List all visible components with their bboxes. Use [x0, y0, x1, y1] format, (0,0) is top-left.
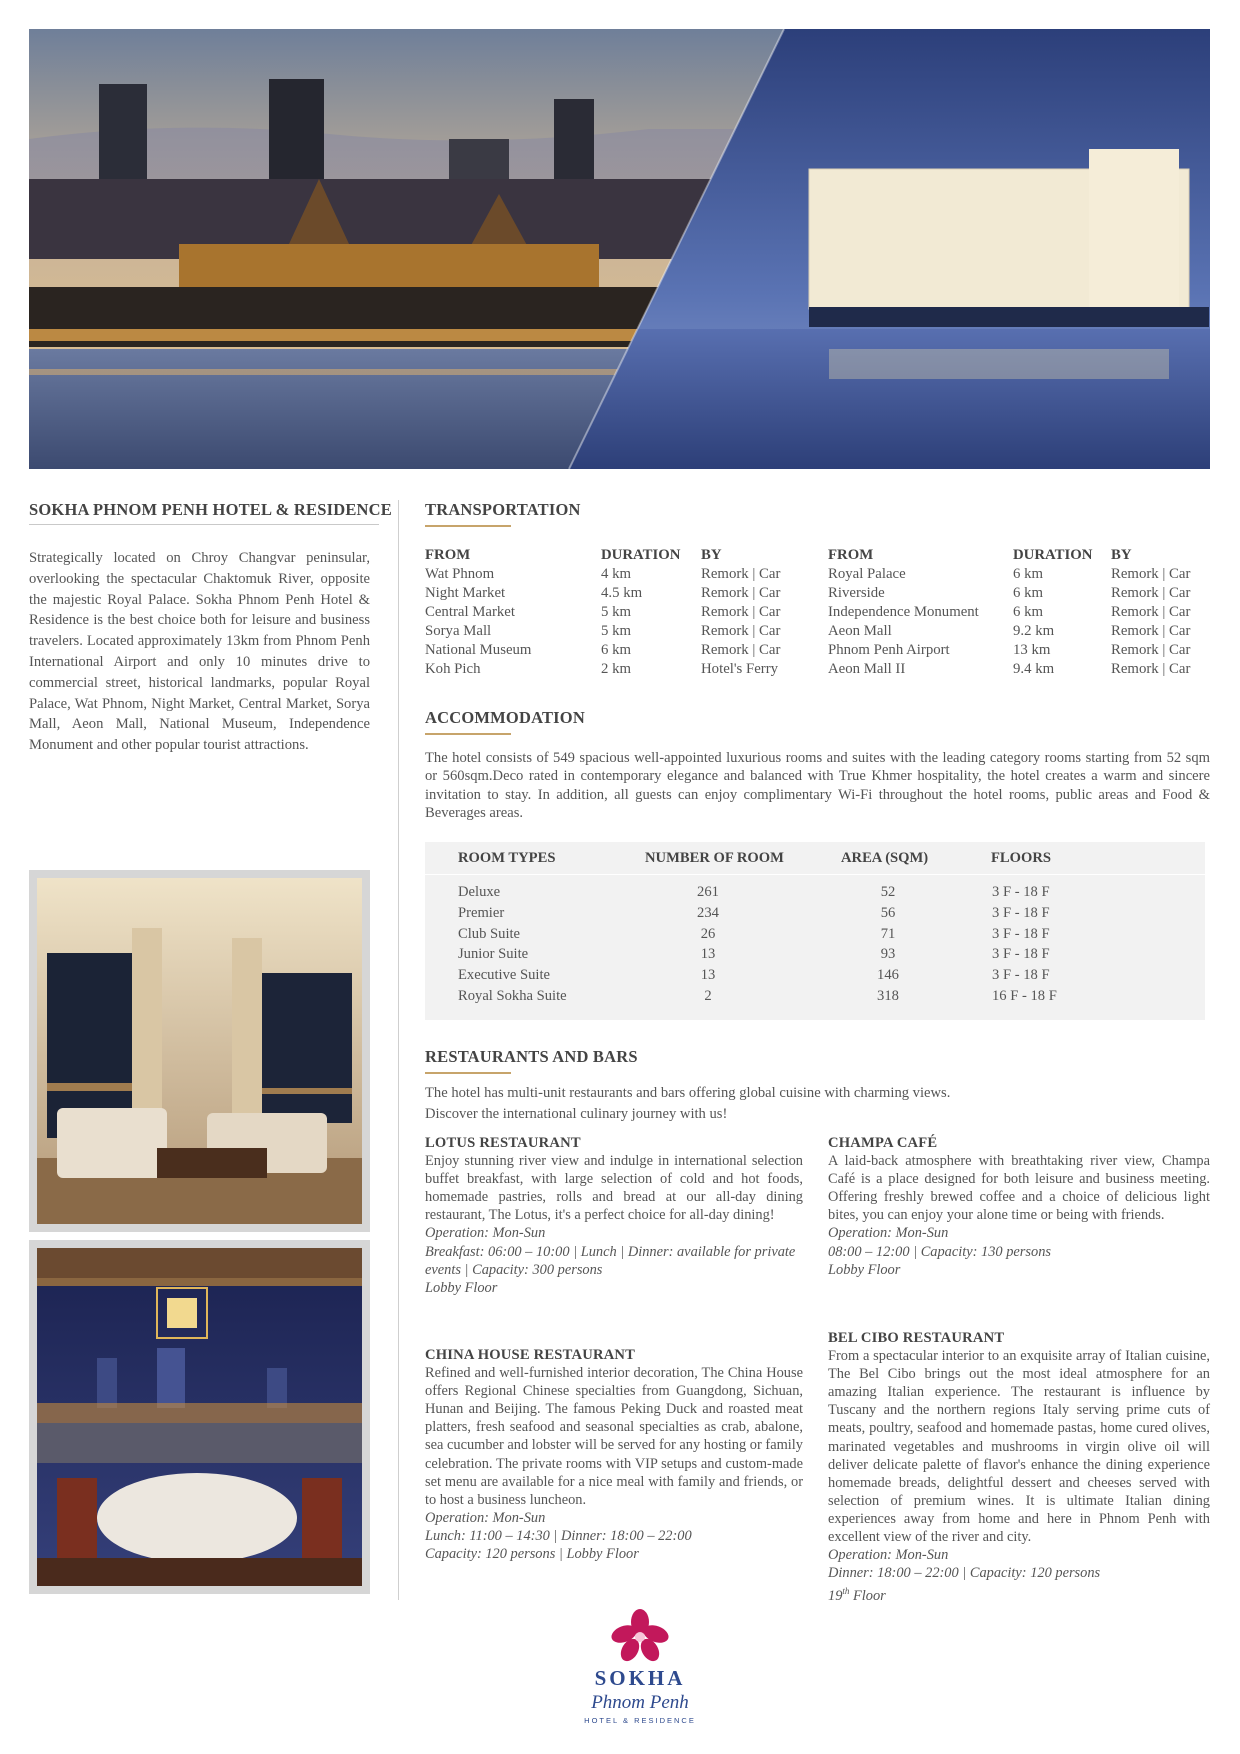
transport-row	[828, 565, 1210, 584]
restaurant-name: LOTUS RESTAURANT	[425, 1135, 581, 1151]
restaurant-description: Refined and well-furnished interior decoration, The China House offers Regional Chinese specialties from Guangdong, Sichuan, Hunan and Beijing. The famous Peking Duck and roasted meat platters, fresh seafood and seasonal specialties as crab, abalone, sea cucumber and lobster will be served for any hosting or family celebration. The private rooms with VIP setups and custom-made set menu are available for a nice meal with family and friends, or to host a business luncheon.	[425, 1365, 803, 1508]
transport-from: Phnom Penh Airport	[828, 642, 950, 658]
room-floors: 3 F - 18 F	[992, 925, 1050, 942]
transport-row	[425, 603, 805, 622]
room-count: 13	[700, 946, 716, 963]
restaurant-name: CHAMPA CAFÉ	[828, 1135, 938, 1151]
restaurant-operation: Operation: Mon-Sun	[828, 1225, 949, 1242]
header-from: FROM	[828, 547, 874, 563]
header-by: BY	[701, 547, 722, 563]
restaurant-description: A laid-back atmosphere with breathtaking river view, Champa Café is a place designed for both leisure and business meeting. Offering freshly brewed coffee and a choice of delicious light bites, you can enjoy your alone time or being with friends.	[828, 1153, 1210, 1224]
transport-from: Central Market	[425, 604, 515, 620]
transport-row	[828, 584, 1210, 603]
restaurants-intro-line2: Discover the international culinary journey with us!	[425, 1105, 728, 1122]
room-floors: 16 F - 18 F	[992, 987, 1057, 1004]
logo-script: Phnom Penh	[591, 1692, 689, 1713]
transportation-underline	[425, 525, 511, 527]
transport-from: Riverside	[828, 585, 885, 601]
room-area: 71	[880, 925, 896, 942]
hero-photo	[29, 29, 1210, 469]
transport-duration: 13 km	[1013, 642, 1051, 658]
transport-from: Aeon Mall	[828, 623, 892, 639]
transport-table-left	[425, 546, 805, 679]
transport-duration: 4 km	[601, 566, 632, 582]
room-type: Executive Suite	[458, 967, 550, 984]
hotel-title-rule	[29, 524, 379, 525]
china-house-restaurant	[425, 1346, 803, 1563]
transportation-title: TRANSPORTATION	[425, 500, 581, 519]
restaurant-operation: Operation: Mon-Sun	[828, 1547, 949, 1564]
transport-table-right	[828, 546, 1210, 679]
transport-row	[828, 641, 1210, 660]
floor-suffix: th	[842, 1586, 850, 1597]
header-floors: FLOORS	[991, 850, 1052, 866]
room-count: 13	[700, 967, 716, 984]
transport-by: Remork | Car	[701, 623, 781, 639]
restaurant-operation: Operation: Mon-Sun	[425, 1509, 546, 1526]
accommodation-underline	[425, 733, 511, 735]
transport-row	[425, 622, 805, 641]
transport-from: Night Market	[425, 585, 506, 601]
room-count: 2	[704, 987, 712, 1004]
room-area: 56	[880, 904, 896, 921]
accommodation-title: ACCOMMODATION	[425, 708, 585, 727]
restaurants-intro-line1: The hotel has multi-unit restaurants and bars offering global cuisine with charming views.	[425, 1085, 951, 1101]
transport-duration: 5 km	[601, 623, 632, 639]
room-type: Royal Sokha Suite	[458, 987, 567, 1004]
room-type: Junior Suite	[458, 946, 529, 963]
table-row	[425, 988, 1205, 1009]
transport-by: Remork | Car	[701, 566, 781, 582]
transport-by: Remork | Car	[701, 642, 781, 658]
restaurants-title: RESTAURANTS AND BARS	[425, 1047, 638, 1066]
restaurant-location: Capacity: 120 persons | Lobby Floor	[425, 1546, 639, 1563]
accommodation-text: The hotel consists of 549 spacious well-appointed luxurious rooms and suites with the leading category rooms starting from 52 sqm or 560sqm.Deco rated in contemporary elegance and balanced with True Khmer hospitality, the hotel creates a warm and sincere invitation to stay. In addition, all guests can enjoy complimentary Wi-Fi throughout the hotel rooms, public areas and Food & Beverages areas.	[425, 750, 1210, 821]
hotel-intro: Strategically located on Chroy Changvar peninsular, overlooking the spectacular Chaktomuk River, opposite the majestic Royal Palace. Sokha Phnom Penh Hotel & Residence is the best choice both for leisure and business travelers. Located approximately 13km from Phnom Penh International Airport and only 10 minutes drive to commercial street, historical landmarks, popular Royal Palace, Wat Phnom, Night Market, Central Market, Sorya Mall, Aeon Mall, National Museum, Independence Monument and other popular tourist attractions.	[29, 550, 370, 754]
transport-from: Royal Palace	[828, 566, 906, 582]
floor-label: Floor	[849, 1588, 886, 1605]
table-row	[425, 946, 1205, 967]
restaurant-hours: Lunch: 11:00 – 14:30 | Dinner: 18:00 – 22:00	[425, 1527, 692, 1544]
transport-from: Wat Phnom	[425, 566, 495, 582]
transport-from: National Museum	[425, 642, 532, 658]
table-row	[425, 905, 1205, 926]
transport-by: Remork | Car	[1111, 623, 1191, 639]
restaurant-operation: Operation: Mon-Sun	[425, 1225, 546, 1242]
transport-row	[828, 622, 1210, 641]
transport-row	[425, 641, 805, 660]
hotel-title: SOKHA PHNOM PENH HOTEL & RESIDENCE	[29, 500, 392, 519]
header-duration: DURATION	[601, 547, 681, 563]
transport-duration: 6 km	[1013, 585, 1044, 601]
transport-by: Remork | Car	[1111, 604, 1191, 620]
transport-by: Hotel's Ferry	[701, 661, 779, 677]
flower-icon	[610, 1608, 670, 1664]
restaurant-description: Enjoy stunning river view and indulge in international selection buffet breakfast, with large selection of cold and hot foods, homemade pastries, rolls and bread at our all-day dining restaurant, The Lotus, it's a perfect choice for all-day dining!	[425, 1153, 803, 1224]
transport-from: Koh Pich	[425, 661, 481, 677]
room-floors: 3 F - 18 F	[992, 946, 1050, 963]
transport-row	[425, 660, 805, 679]
transport-by: Remork | Car	[1111, 566, 1191, 582]
room-type: Premier	[458, 904, 505, 921]
restaurant-hours: Dinner: 18:00 – 22:00 | Capacity: 120 persons	[828, 1565, 1101, 1582]
transport-row	[828, 660, 1210, 679]
room-type: Club Suite	[458, 925, 521, 942]
header-by: BY	[1111, 547, 1132, 563]
lotus-restaurant	[425, 1134, 803, 1297]
transport-header-row	[425, 546, 805, 565]
restaurant-hours: 08:00 – 12:00 | Capacity: 130 persons	[828, 1243, 1051, 1260]
room-count: 234	[697, 904, 719, 921]
transport-duration: 9.2 km	[1013, 623, 1055, 639]
room-area: 318	[877, 987, 899, 1004]
restaurant-hours: Breakfast: 06:00 – 10:00 | Lunch | Dinner: available for private events | Capacity: 300 persons	[425, 1243, 796, 1278]
transport-by: Remork | Car	[1111, 661, 1191, 677]
transport-from: Aeon Mall II	[828, 661, 906, 677]
room-types-table	[425, 842, 1205, 1020]
sokha-logo	[580, 1608, 700, 1748]
table-row	[425, 926, 1205, 947]
logo-subtitle: HOTEL & RESIDENCE	[584, 1716, 696, 1725]
china-house-photo	[29, 1240, 370, 1594]
transport-by: Remork | Car	[1111, 642, 1191, 658]
header-duration: DURATION	[1013, 547, 1093, 563]
restaurant-name: CHINA HOUSE RESTAURANT	[425, 1347, 636, 1363]
bel-cibo-restaurant	[828, 1329, 1210, 1605]
restaurants-underline	[425, 1072, 511, 1074]
column-divider	[398, 500, 399, 1600]
restaurant-name: BEL CIBO RESTAURANT	[828, 1330, 1005, 1346]
transport-row	[425, 565, 805, 584]
room-count: 26	[700, 925, 716, 942]
transport-row	[828, 603, 1210, 622]
room-table-header	[425, 842, 1205, 875]
transport-by: Remork | Car	[701, 585, 781, 601]
floor-number: 19	[828, 1588, 843, 1605]
room-count: 261	[697, 884, 719, 900]
header-room-types: ROOM TYPES	[458, 850, 556, 866]
restaurant-location: Lobby Floor	[425, 1279, 498, 1296]
room-area: 93	[880, 946, 896, 963]
transport-duration: 6 km	[1013, 604, 1044, 620]
transport-by: Remork | Car	[1111, 585, 1191, 601]
restaurants-intro	[425, 1083, 1210, 1124]
transport-from: Independence Monument	[828, 604, 979, 620]
table-row	[425, 884, 1205, 905]
room-area: 52	[880, 884, 896, 900]
restaurant-location: Lobby Floor	[828, 1261, 901, 1278]
lounge-photo	[29, 870, 370, 1232]
transport-duration: 6 km	[601, 642, 632, 658]
transport-duration: 5 km	[601, 604, 632, 620]
transport-from: Sorya Mall	[425, 623, 492, 639]
restaurant-location	[828, 1582, 1210, 1605]
room-floors: 3 F - 18 F	[992, 967, 1050, 984]
transport-header-row	[828, 546, 1210, 565]
transport-duration: 2 km	[601, 661, 632, 677]
header-number-of-room: NUMBER OF ROOM	[645, 850, 784, 866]
table-row	[425, 967, 1205, 988]
room-area: 146	[877, 967, 899, 984]
transport-duration: 6 km	[1013, 566, 1044, 582]
logo-name: SOKHA	[594, 1666, 686, 1690]
room-floors: 3 F - 18 F	[992, 904, 1050, 921]
room-floors: 3 F - 18 F	[992, 884, 1050, 900]
header-area: AREA (SQM)	[841, 850, 929, 866]
transport-by: Remork | Car	[701, 604, 781, 620]
room-type: Deluxe	[458, 884, 501, 900]
restaurant-description: From a spectacular interior to an exquisite array of Italian cuisine, The Bel Cibo brings out the most ideal atmosphere for an amazing Italian experience. The restaurant is influence by Tuscany and the northern regions Italy serving prime cuts of meats, poultry, seafood and homemade pastas, home cured olives, marinated vegetables and mushrooms in virgin olive oil will deliver delicate palette of flavor's enhance the dining experience homemade breads, delightful dessert and cheeses served with selection of premium wines. It is ultimate Italian dining experiences away from home and here in Phnom Penh with excellent view of the river and city.	[828, 1348, 1210, 1546]
transport-row	[425, 584, 805, 603]
champa-cafe	[828, 1134, 1210, 1279]
header-from: FROM	[425, 547, 471, 563]
transport-duration: 9.4 km	[1013, 661, 1055, 677]
transport-duration: 4.5 km	[601, 585, 643, 601]
